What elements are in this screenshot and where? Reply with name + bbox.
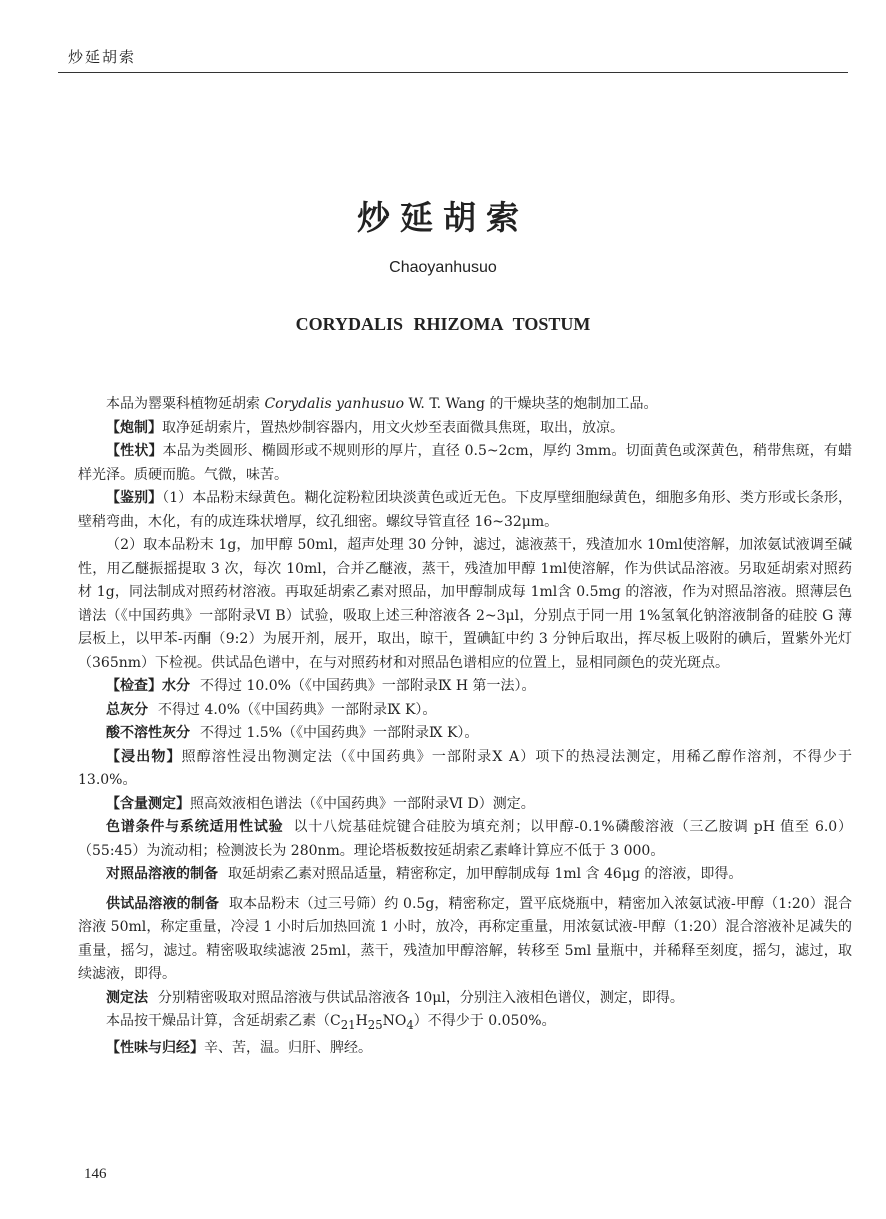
content-limit-paragraph	[78, 1010, 852, 1037]
sample-solution-text: 取本品粉末（过三号筛）约 0.5g，精密称定，置平底烧瓶中，精密加入浓氨试液-甲醇（1:20）混合溶液 50ml，称定重量，冷浸 1 小时后加热回流 1 小时，放冷，再称定重量，用浓氨试液-甲醇（1:20）混合溶液补足减失的重量，摇匀，滤过。精密吸取续滤液 25ml，蒸干，残渣加甲醇溶解，转移至 5ml 量瓶中，并稀释至刻度，摇匀，滤过，取续滤液，即得。	[78, 895, 853, 982]
formula-subscript-h: 25	[367, 1017, 383, 1032]
test-acid-ash-paragraph	[78, 722, 852, 746]
formula-subscript-o: 4	[406, 1017, 414, 1032]
property-flavor-text: 辛、苦，温。归肝、脾经。	[204, 1040, 372, 1057]
intro-text-pre: 本品为罂粟科植物延胡索	[106, 396, 265, 412]
extractives-text: 照醇溶性浸出物测定法（《中国药典》一部附录Ⅹ A）项下的热浸法测定，用稀乙醇作溶剂，不得少于 13.0%。	[78, 748, 853, 788]
property-flavor-heading: 【性味与归经】	[106, 1040, 204, 1057]
header-rule	[58, 72, 848, 73]
content-limit-pre: 本品按干燥品计算，含延胡索乙素（C	[106, 1013, 341, 1029]
procedure-paragraph	[78, 987, 852, 1011]
sample-solution-label: 供试品溶液的制备	[106, 895, 219, 912]
extractives-paragraph	[78, 746, 852, 793]
description-paragraph	[78, 440, 852, 487]
test-ash-paragraph	[78, 699, 852, 723]
identification-heading: 【鉴别】	[106, 490, 163, 506]
title-latin: CORYDALIS RHIZOMA TOSTUM	[295, 314, 591, 334]
reference-solution-label: 对照品溶液的制备	[106, 866, 218, 882]
assay-text: 照高效液相色谱法（《中国药典》一部附录Ⅵ D）测定。	[190, 795, 535, 812]
procedure-text: 分别精密吸取对照品溶液与供试品溶液各 10μl，分别注入液相色谱仪，测定，即得。	[158, 989, 684, 1006]
water-label: 水分	[162, 678, 190, 694]
identification-paragraph-1	[78, 487, 852, 534]
content-limit-post: ）不得少于 0.050%。	[413, 1013, 556, 1029]
test-water-paragraph	[78, 675, 852, 699]
identification-text-2: （2）取本品粉末 1g，加甲醇 50ml，超声处理 30 分钟，滤过，滤液蒸干，残渣加水 10ml使溶解，加浓氨试液调至碱性，用乙醚振摇提取 3 次，每次 10ml，合并乙醚液，蒸干，残渣加甲醇 1ml使溶解，作为供试品溶液。另取延胡索对照药材 1g，同法制成对照药材溶液。再取延胡索乙素对照品，加甲醇制成每 1ml含 0.5mg 的溶液，作为对照品溶液。照薄层色谱法（《中国药典》一部附录Ⅵ B）试验，吸取上述三种溶液各 2~3μl，分别点于同一用 1%氢氧化钠溶液制备的硅胶 G 薄层板上，以甲苯-丙酮（9:2）为展开剂，展开，取出，晾干，置碘缸中约 3 分钟后取出，挥尽板上吸附的碘后，置紫外光灯（365nm）下检视。供试品色谱中，在与对照药材和对照品色谱相应的位置上，显相同颜色的荧光斑点。	[78, 537, 852, 671]
ash-label: 总灰分	[106, 701, 148, 718]
description-text: 本品为类圆形、椭圆形或不规则形的厚片，直径 0.5~2cm，厚约 3mm。切面黄色或深黄色，稍带焦斑，有蜡样光泽。质硬而脆。气微，味苦。	[78, 443, 853, 483]
running-header-title: 炒延胡索	[68, 48, 137, 66]
chromatographic-conditions-paragraph	[78, 816, 852, 863]
intro-paragraph	[78, 393, 852, 417]
sample-solution-paragraph	[78, 893, 852, 987]
conditions-label: 色谱条件与系统适用性试验	[106, 819, 284, 835]
water-text: 不得过 10.0%（《中国药典》一部附录Ⅸ H 第一法）。	[200, 678, 536, 694]
page-number: 146	[84, 1166, 107, 1182]
identification-text-1: （1）本品粉末绿黄色。糊化淀粉粒团块淡黄色或近无色。下皮厚壁细胞绿黄色，细胞多角形、类方形或长条形，壁稍弯曲，木化，有的成连珠状增厚，纹孔细密。螺纹导管直径 16~32μm。	[78, 490, 853, 530]
procedure-label: 测定法	[106, 989, 148, 1006]
identification-paragraph-2	[78, 534, 852, 675]
acid-ash-text: 不得过 1.5%（《中国药典》一部附录Ⅸ K）。	[200, 725, 479, 741]
conditions-text: 以十八烷基硅烷键合硅胶为填充剂；以甲醇-0.1%磷酸溶液（三乙胺调 pH 值至 6.0）（55:45）为流动相；检测波长为 280nm。理论塔板数按延胡索乙素峰计算应不低于 3 000。	[78, 819, 853, 859]
assay-heading: 【含量测定】	[106, 795, 190, 812]
extractives-heading: 【浸出物】	[106, 748, 182, 765]
intro-text-post: W. T. Wang 的干燥块茎的炮制加工品。	[404, 396, 658, 412]
processing-heading: 【炮制】	[106, 419, 162, 436]
test-heading: 【检查】	[106, 678, 162, 694]
processing-paragraph	[78, 417, 852, 441]
species-name: Corydalis yanhusuo	[264, 396, 405, 412]
formula-subscript-c: 21	[340, 1017, 356, 1032]
assay-paragraph	[78, 793, 852, 817]
processing-text: 取净延胡索片，置热炒制容器内，用文火炒至表面微具焦斑，取出，放凉。	[162, 419, 624, 436]
reference-solution-paragraph	[78, 863, 852, 887]
ash-text: 不得过 4.0%（《中国药典》一部附录Ⅸ K）。	[158, 701, 437, 718]
acid-ash-label: 酸不溶性灰分	[106, 725, 190, 741]
description-heading: 【性状】	[106, 443, 163, 459]
title-chinese: 炒延胡索	[357, 198, 529, 237]
formula-h: H	[355, 1013, 368, 1029]
title-pinyin: Chaoyanhusuo	[389, 259, 497, 276]
monograph-body	[78, 393, 852, 1061]
reference-solution-text: 取延胡索乙素对照品适量，精密称定，加甲醇制成每 1ml 含 46μg 的溶液，即得。	[228, 866, 743, 882]
formula-no: NO	[382, 1013, 407, 1029]
property-flavor-paragraph	[78, 1037, 852, 1061]
